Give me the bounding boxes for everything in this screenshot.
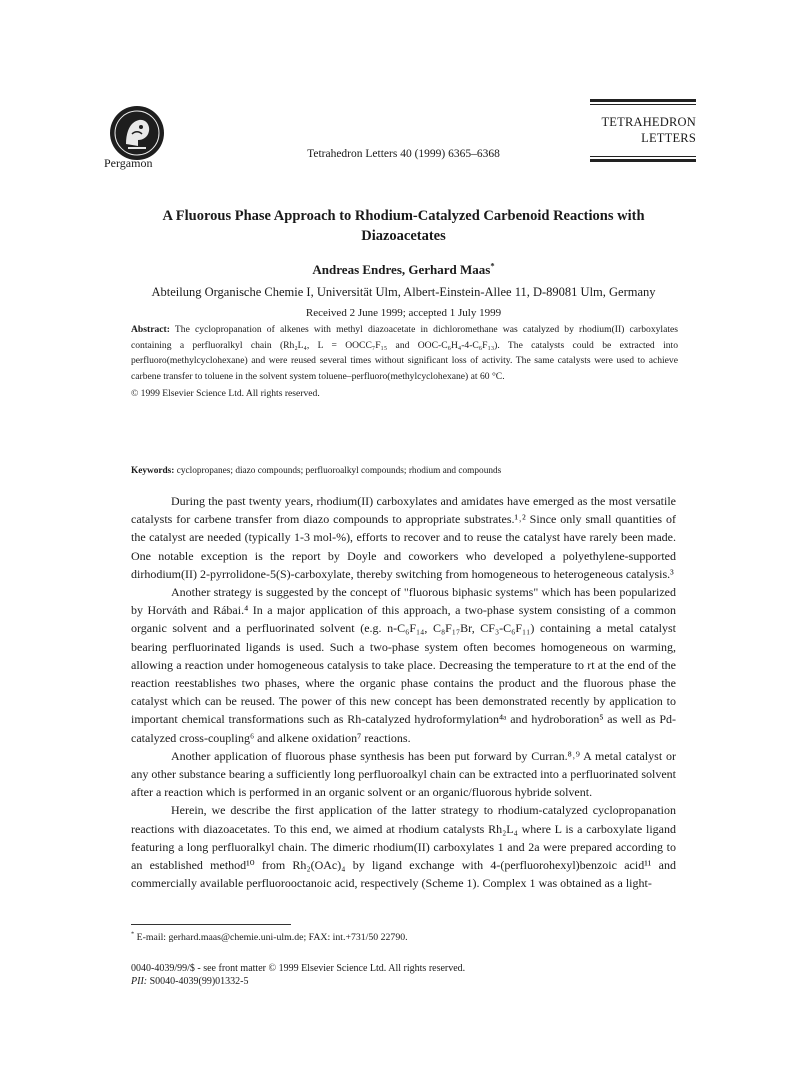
masthead-rule-bottom-thin (590, 156, 696, 157)
journal-name-line2: LETTERS (641, 131, 696, 145)
abstract-label: Abstract: (131, 324, 170, 335)
authors-text: Andreas Endres, Gerhard Maas (312, 262, 491, 277)
publisher-name: Pergamon (104, 156, 153, 170)
journal-citation: Tetrahedron Letters 40 (1999) 6365–6368 (307, 148, 500, 160)
affiliation: Abteilung Organische Chemie I, Universität Ulm, Albert-Einstein-Allee 11, D-89081 Ulm, Germany (151, 285, 656, 299)
journal-name-line1: TETRAHEDRON (601, 115, 696, 129)
issn-block (131, 962, 465, 988)
keywords (131, 466, 501, 476)
journal-masthead (590, 99, 696, 162)
body-paragraph-4: Herein, we describe the first application of the latter strategy to rhodium-catalyzed cyclopropanation reactions with diazoacetates. To this end, we aimed at rhodium catalysts Rh₂L₄ where L is a carboxylate ligand featuring a long perfluoralkyl chain. The dimeric rhodium(II) carboxylates 1 and 2a were prepared according to an established method¹⁰ from Rh₂(OAc)₄ by ligand exchange with 4-(perfluorohexyl)benzoic acid¹¹ and commercially available perfluorooctanoic acid, respectively (Scheme 1). Complex 1 was obtained as a light- (131, 803, 676, 891)
body-paragraph-1: During the past twenty years, rhodium(II) carboxylates and amidates have emerged as the most versatile catalysts for carbene transfer from diazo compounds to appropriate substrates.¹˒² Since only small quantities of the catalyst are needed (typically 1-3 mol-%), efforts to recover and to reuse the catalyst have rarely been made. One notable exception is the report by Doyle and coworkers who developed a polyethylene-supported dirhodium(II) 2-pyrrolidone-5(S)-carboxylate, thereby switching from homogeneous to heterogeneous catalysis.³ (131, 494, 676, 581)
masthead-rule-top-thin (590, 104, 696, 105)
corresponding-author-mark: * (490, 260, 495, 271)
issn-line: 0040-4039/99/$ - see front matter © 1999 Elsevier Science Ltd. All rights reserved. (131, 963, 466, 974)
body-paragraph-3: Another application of fluorous phase synthesis has been put forward by Curran.⁸˒⁹ A metal catalyst or any other substance bearing a sufficiently long perfluoroalkyl chain can be extracted into a perfluorinated solvent after a reaction which is performed in an organic solvent or an organic/fluorous hybride solvent. (131, 748, 676, 800)
keywords-label: Keywords: (131, 466, 175, 476)
footnote-rule (131, 924, 291, 925)
footnote-text: E-mail: gerhard.maas@chemie.uni-ulm.de; FAX: int.+731/50 22790. (136, 932, 408, 943)
article-body (131, 492, 676, 892)
pii-value: S0040-4039(99)01332-5 (149, 976, 249, 987)
abstract (131, 322, 678, 384)
masthead-rule-top (590, 99, 696, 102)
received-dates: Received 2 June 1999; accepted 1 July 1999 (305, 307, 502, 319)
pii-label: PII: (131, 976, 148, 987)
article-title-line2: Diazoacetates (361, 228, 446, 244)
footnote-mark: * (131, 930, 135, 938)
article-title (0, 206, 807, 246)
abstract-text: The cyclopropanation of alkenes with methyl diazoacetate in dichloromethane was catalyzed by rhodium(II) carboxylates containing a perfluoralkyl chain (Rh₂L₄, L = OOCC₇F₁₅ and OOC-C₆H₄-4-C₆F₁₃). The catalysts could be extracted into perfluoro(methylcyclohexane) and were reused several times without significant loss of activity. The same catalysts were used to achieve carbene transfer to toluene in the solvent system toluene–perfluoro(methylcyclohexane) at 60 °C. (131, 324, 678, 382)
abstract-copyright: © 1999 Elsevier Science Ltd. All rights reserved. (131, 388, 320, 399)
footnote (131, 932, 408, 943)
body-paragraph-2: Another strategy is suggested by the concept of "fluorous biphasic systems" which has been popularized by Horváth and Rábai.⁴ In a major application of this approach, a two-phase system consisting of a common organic solvent and a perfluorinated solvent (e.g. n-C₆F₁₄, C₈F₁₇Br, CF₃-C₆F₁₁) containing a metal catalyst bearing perfluorinated ligands is used. Such a two-phase system often becomes homogeneous on warming, allowing a reaction under homogeneous catalysis to take place. Decreasing the temperature to rt at the end of the reaction reestablishes two phases, where the organic phase contains the product and the fluorous phase the catalyst which can be reused. The power of this new concept has been demonstrated recently by application to important chemical transformations such as Rh-catalyzed hydroformylation⁴ᵃ and hydroboration⁵ as well as Pd-catalyzed cross-coupling⁶ and alkene oxidation⁷ reactions. (131, 585, 676, 745)
article-title-line1: A Fluorous Phase Approach to Rhodium-Catalyzed Carbenoid Reactions with (162, 208, 645, 224)
keywords-text: cyclopropanes; diazo compounds; perfluoroalkyl compounds; rhodium and compounds (176, 466, 502, 476)
masthead-rule-bottom (590, 159, 696, 162)
author-list (0, 262, 807, 278)
